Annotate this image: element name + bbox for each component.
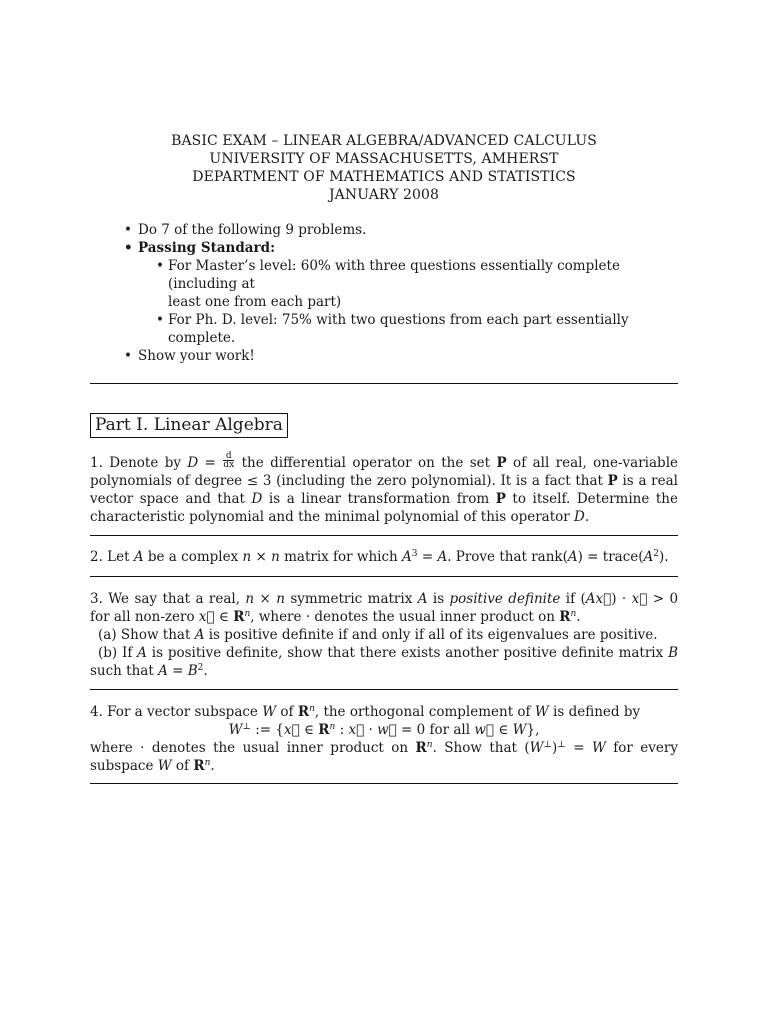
divider [90, 383, 678, 384]
header-date: JANUARY 2008 [328, 187, 440, 203]
passing-standards [154, 257, 678, 347]
exam-header [90, 132, 678, 204]
instructions [122, 221, 678, 365]
instruction-do: • Do 7 of the following 9 problems. [122, 221, 678, 239]
instruction-passing-label: • Passing Standard: [122, 239, 678, 257]
instruction-show-work: • Show your work! [122, 347, 678, 365]
masters-line2: least one from each part) [168, 294, 342, 310]
header-university: UNIVERSITY OF MASSACHUSETTS, AMHERST [209, 151, 559, 167]
problem-3: 3. We say that a real, n × n symmetric matrix A is positive definite if (Ax⃗) · x⃗ > 0 for all non-zero x⃗ ∈ $R^n$, where · denotes the usual inner product on $R^n$. (a) Show that A is positive definite if and only if all of its eigenvalues are positive. (b) If A is positive definite, show that there exists another positive definite matrix B such that $A = B^2$. [90, 591, 679, 679]
divider [90, 689, 678, 690]
header-title: BASIC EXAM – LINEAR ALGEBRA/ADVANCED CALCULUS [171, 133, 597, 149]
header-department: DEPARTMENT OF MATHEMATICS AND STATISTICS [192, 169, 576, 185]
instruction-phd: • For Ph. D. level: 75% with two questions from each part essentially complete. [154, 311, 678, 347]
instruction-masters [154, 257, 678, 311]
masters-line1: For Master’s level: 60% with three questions essentially complete (including at [168, 258, 620, 292]
part-title: Part I. Linear Algebra [90, 413, 288, 438]
problem-1-prefix: 1. Denote by [90, 455, 182, 471]
problem-2: 2. Let A be a complex n × n matrix for which $A^3 = A$. Prove that rank(A) = $trace(A^2)$. [90, 549, 669, 565]
divider [90, 535, 678, 536]
exam-page [90, 128, 678, 784]
problem-1: 1. Denote by D = $\frac{d}{dx}$ the differential operator on the set P of all real, one-variable polynomials of degree ≤ 3 (including the zero polynomial). It is a fact that P is a real vector space and that D is a linear transformation from P to itself. Determine the characteristic polynomial and the minimal polynomial of this operator D. [90, 451, 678, 525]
derivative-fraction: $\frac{d}{dx}$ [223, 451, 235, 470]
divider [90, 576, 678, 577]
divider [90, 783, 678, 784]
problem-4: 4. For a vector subspace W of $R^n$, the orthogonal complement of W is defined by W⊥ := {x⃗ ∈ $R^n$ : x⃗ · w⃗ = 0 for all w⃗ ∈ W}, where · denotes the usual inner product on $R^n$. Show that (W⊥)⊥ = W for every subspace W of $R^n$. [90, 704, 678, 774]
